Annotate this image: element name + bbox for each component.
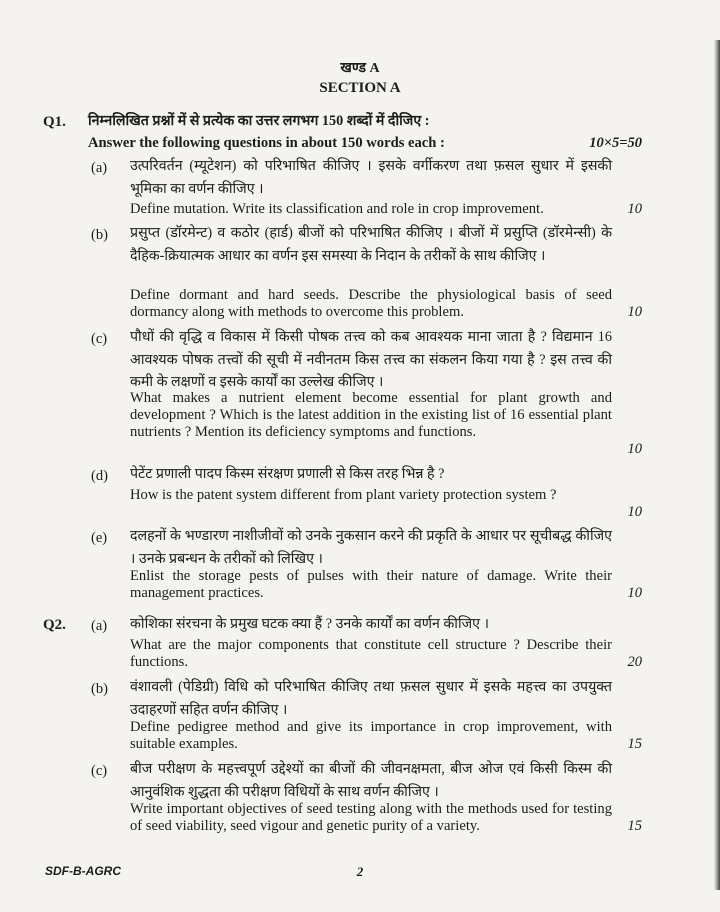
q1-part-c-hindi: पौधों की वृद्धि व विकास में किसी पोषक तत्त्व को कब आवश्यक माना जाता है ? विद्यमान 16 आवश्यक पोषक तत्त्वों की सूची में नवीनतम किस तत्त्व का संकलन किया गया है ? इस तत्त्व की कमी के लक्षणों व इसके कार्यों का उल्लेख कीजिए ।: [130, 329, 612, 390]
q1-part-b-hindi: प्रसुप्त (डॉरमेन्ट) व कठोर (हार्ड) बीजों को परिभाषित कीजिए । बीजों में प्रसुप्ति (डॉरमेन्सी) के दैहिक-क्रियात्मक आधार का वर्णन इस समस्या के निदान के तरीकों के साथ कीजिए ।: [130, 225, 612, 264]
q1-part-c-english: What makes a nutrient element become essential for plant growth and development ? Which is the latest addition in the existing list of 16 essential plant nutrients ? Mention its deficiency symptoms and functions.: [130, 390, 612, 440]
q1-instruction-english: Answer the following questions in about 150 words each :: [88, 135, 445, 151]
q2-part-c-english: Write important objectives of seed testing along with the methods used for testing of seed viability, seed vigour and genetic purity of a variety.: [130, 801, 612, 834]
q1-part-b-marks: 10: [627, 304, 642, 320]
q2-part-a-english: What are the major components that constitute cell structure ? Describe their functions.: [130, 637, 612, 670]
q1-part-e-label: (e): [91, 530, 108, 546]
q1-part-d-hindi: पेटेंट प्रणाली पादप किस्म संरक्षण प्रणाली से किस तरह भिन्न है ?: [130, 466, 445, 482]
q1-part-e-hindi: दलहनों के भण्डारण नाशीजीवों को उनके नुकसान करने की प्रकृति के आधार पर सूचीबद्ध कीजिए । उनके प्रबन्धन के तरीकों को लिखिए ।: [130, 528, 612, 567]
question-number-q1: Q1.: [43, 114, 66, 130]
q1-part-a-hindi: उत्परिवर्तन (म्यूटेशन) को परिभाषित कीजिए । इसके वर्गीकरण तथा फ़सल सुधार में इसकी भूमिका का वर्णन कीजिए ।: [130, 158, 612, 197]
section-title-hindi: खण्ड A: [340, 61, 380, 76]
scan-edge-shadow: [714, 40, 720, 890]
q1-instruction-hindi: निम्नलिखित प्रश्नों में से प्रत्येक का उत्तर लगभग 150 शब्दों में दीजिए :: [88, 113, 430, 129]
q1-part-c-label: (c): [91, 331, 108, 347]
q2-part-b-english: Define pedigree method and give its importance in crop improvement, with suitable examples.: [130, 719, 612, 752]
q2-part-c-hindi: बीज परीक्षण के महत्त्वपूर्ण उद्देश्यों का बीजों की जीवनक्षमता, बीज ओज एवं किसी किस्म की आनुवंशिक शुद्धता की परीक्षण विधियों के साथ वर्णन कीजिए ।: [130, 761, 612, 800]
page-number: 2: [356, 864, 364, 879]
q2-part-c-label: (c): [91, 763, 108, 779]
q1-part-d-marks: 10: [627, 504, 642, 520]
q1-part-e-english: Enlist the storage pests of pulses with their nature of damage. Write their management practices.: [130, 568, 612, 601]
q1-part-c-marks: 10: [627, 441, 642, 457]
q1-part-e-marks: 10: [627, 585, 642, 601]
q2-part-a-label: (a): [91, 618, 108, 634]
question-number-q2: Q2.: [43, 617, 66, 633]
q2-part-a-hindi: कोशिका संरचना के प्रमुख घटक क्या हैं ? उनके कार्यों का वर्णन कीजिए ।: [130, 616, 489, 632]
paper-code: SDF-B-AGRC: [45, 864, 121, 878]
q1-part-b-label: (b): [91, 227, 108, 243]
q1-part-d-english: How is the patent system different from plant variety protection system ?: [130, 487, 557, 503]
q2-part-c-marks: 15: [627, 818, 642, 834]
q1-total-marks: 10×5=50: [589, 135, 642, 151]
section-title-english: SECTION A: [319, 80, 401, 96]
q1-part-b-english: Define dormant and hard seeds. Describe the physiological basis of seed dormancy along with methods to overcome this problem.: [130, 287, 612, 320]
q1-part-a-english: Define mutation. Write its classification and role in crop improvement.: [130, 201, 544, 217]
q2-part-a-marks: 20: [627, 654, 642, 670]
q1-part-a-marks: 10: [627, 201, 642, 217]
q1-part-d-label: (d): [91, 468, 108, 484]
q2-part-b-marks: 15: [627, 736, 642, 752]
q1-part-a-label: (a): [91, 160, 108, 176]
q2-part-b-label: (b): [91, 681, 108, 697]
q2-part-b-hindi: वंशावली (पेडिग्री) विधि को परिभाषित कीजिए तथा फ़सल सुधार में इसके महत्त्व का उपयुक्त उदाहरणों सहित वर्णन कीजिए ।: [130, 679, 612, 718]
